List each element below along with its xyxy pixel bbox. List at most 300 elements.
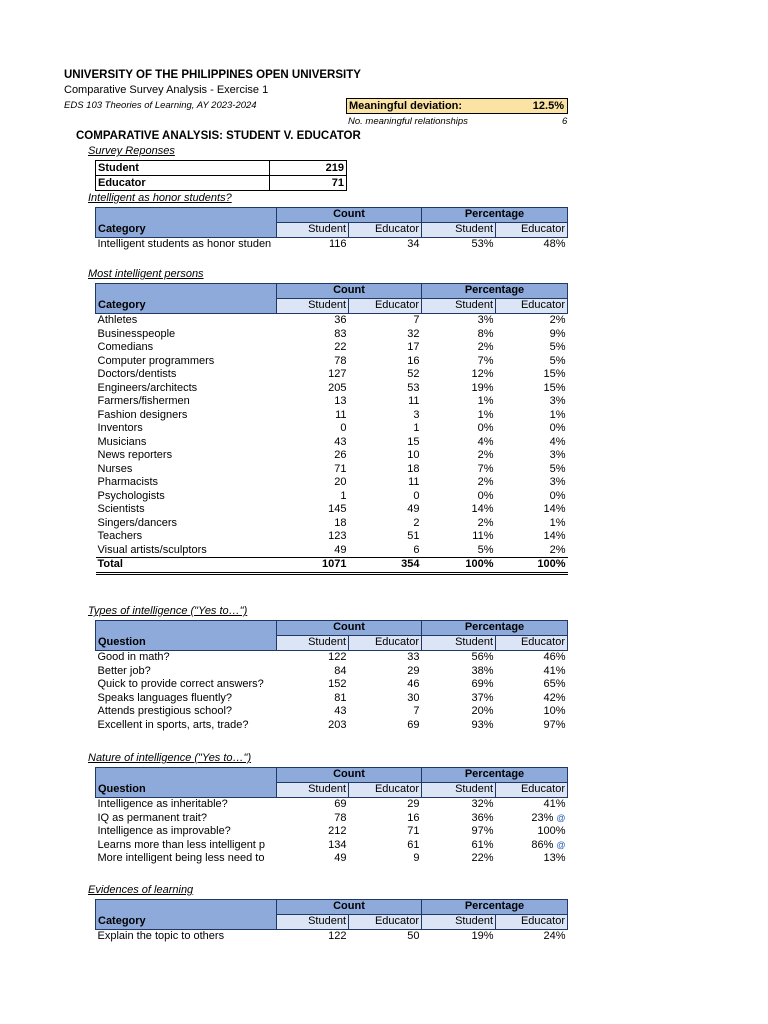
educator-percent-text: 14% <box>543 503 566 515</box>
student-count[interactable] <box>277 651 349 665</box>
student-count-text: 43 <box>334 435 347 448</box>
student-percent[interactable] <box>422 238 496 252</box>
educator-percent[interactable] <box>496 436 568 450</box>
educator-count-text: 6 <box>413 543 420 556</box>
educator-count[interactable] <box>349 692 422 706</box>
student-count[interactable] <box>277 355 349 369</box>
student-count[interactable] <box>277 678 349 692</box>
row-label[interactable]: Educator <box>96 176 270 191</box>
student-count[interactable] <box>277 238 349 252</box>
educator-count[interactable] <box>349 341 422 355</box>
row-label-text: Good in math? <box>97 651 170 663</box>
educator-percent[interactable] <box>496 651 568 665</box>
educator-count[interactable] <box>349 328 422 342</box>
row-label[interactable] <box>96 409 277 423</box>
total-educator-percent[interactable]: 100% <box>496 558 568 574</box>
student-count[interactable] <box>277 798 349 812</box>
student-percent[interactable] <box>422 476 496 490</box>
count-header: Count <box>277 621 422 636</box>
student-count[interactable] <box>277 395 349 409</box>
row-label[interactable] <box>96 368 277 382</box>
row-label-text: Engineers/architects <box>97 381 198 394</box>
educator-percent[interactable] <box>496 490 568 504</box>
educator-percent[interactable] <box>496 544 568 558</box>
educator-count[interactable] <box>349 409 422 423</box>
educator-count[interactable] <box>349 382 422 396</box>
subheader-row <box>96 783 568 798</box>
row-value[interactable]: 71 <box>269 176 346 191</box>
educator-percent[interactable] <box>496 409 568 423</box>
student-percent[interactable] <box>422 719 496 733</box>
first-column-header: Question <box>96 783 277 798</box>
educator-count-text: 7 <box>413 705 420 717</box>
row-label-text: Doctors/dentists <box>97 368 177 380</box>
student-count[interactable] <box>277 705 349 719</box>
row-label[interactable]: Student <box>96 161 270 176</box>
header-blank <box>96 284 277 299</box>
educator-count[interactable] <box>349 355 422 369</box>
educator-count-text: 69 <box>407 718 420 731</box>
student-percent[interactable] <box>422 328 496 342</box>
subheader-row <box>96 223 568 238</box>
student-count[interactable] <box>277 665 349 679</box>
educator-count-header: Educator <box>349 636 422 651</box>
educator-percent[interactable] <box>496 930 568 944</box>
educator-count[interactable] <box>349 678 422 692</box>
student-count-text: 22 <box>334 341 347 353</box>
educator-count[interactable] <box>349 665 422 679</box>
row-label[interactable] <box>96 530 277 544</box>
row-label[interactable] <box>96 544 277 558</box>
student-percent-text: 19% <box>471 930 494 942</box>
survey-responses-table <box>95 160 347 191</box>
educator-count-text: 16 <box>407 354 420 367</box>
educator-percent[interactable] <box>496 314 568 328</box>
educator-percent-text: 9% <box>549 327 566 340</box>
row-label[interactable] <box>96 692 277 706</box>
student-percent[interactable] <box>422 463 496 477</box>
educator-count-text: 7 <box>413 314 420 326</box>
educator-count-text: 61 <box>407 838 420 851</box>
educator-count-text: 9 <box>413 852 420 864</box>
student-percent[interactable] <box>422 395 496 409</box>
subheader-row <box>96 636 568 651</box>
educator-count[interactable] <box>349 825 422 839</box>
student-percent[interactable] <box>422 544 496 558</box>
educator-percent-header: Educator <box>496 299 568 314</box>
row-label-text: Teachers <box>97 530 143 542</box>
student-count-text: 78 <box>334 811 347 824</box>
student-count[interactable] <box>277 825 349 839</box>
educator-count-text: 50 <box>407 930 420 942</box>
row-label[interactable] <box>96 382 277 396</box>
header-row <box>96 208 568 223</box>
student-percent[interactable] <box>422 825 496 839</box>
meaningful-relationships-value: 6 <box>562 116 568 127</box>
row-label[interactable] <box>96 517 277 531</box>
row-label[interactable] <box>96 314 277 328</box>
row-value[interactable]: 219 <box>269 161 346 176</box>
educator-count[interactable] <box>349 798 422 812</box>
row-label[interactable] <box>96 238 277 252</box>
educator-count-text: 29 <box>407 798 420 810</box>
row-label[interactable] <box>96 355 277 369</box>
row-label-text: Attends prestigious school? <box>97 705 233 717</box>
educator-percent[interactable] <box>496 678 568 692</box>
educator-count[interactable] <box>349 839 422 853</box>
row-label-text: Computer programmers <box>97 354 215 367</box>
student-percent-header: Student <box>422 223 496 238</box>
educator-count[interactable] <box>349 238 422 252</box>
educator-percent-text: 3% <box>549 395 566 407</box>
educator-count-text: 11 <box>408 395 420 407</box>
educator-count[interactable] <box>349 368 422 382</box>
student-percent[interactable] <box>422 517 496 531</box>
student-count-header: Student <box>277 783 349 798</box>
student-count[interactable] <box>277 314 349 328</box>
count-header: Count <box>277 284 422 299</box>
educator-count[interactable] <box>349 422 422 436</box>
data-table <box>95 283 568 575</box>
educator-percent-text: 5% <box>549 354 566 367</box>
educator-count[interactable] <box>349 314 422 328</box>
meaningful-deviation-box[interactable] <box>346 98 568 114</box>
student-percent[interactable] <box>422 530 496 544</box>
course-label: EDS 103 Theories of Learning, AY 2023-2024 <box>64 100 257 111</box>
educator-percent-header: Educator <box>496 915 568 930</box>
first-column-header: Category <box>96 915 277 930</box>
row-label[interactable] <box>96 490 277 504</box>
educator-percent[interactable] <box>496 395 568 409</box>
row-label[interactable] <box>96 651 277 665</box>
student-count[interactable] <box>277 436 349 450</box>
student-percent-text: 2% <box>477 476 494 488</box>
student-count[interactable] <box>277 409 349 423</box>
student-count[interactable] <box>277 517 349 531</box>
educator-percent[interactable] <box>496 812 568 826</box>
student-count[interactable] <box>277 852 349 866</box>
student-percent-text: 8% <box>477 327 494 340</box>
student-count[interactable] <box>277 368 349 382</box>
educator-percent-text: 10% <box>543 705 566 717</box>
educator-percent[interactable] <box>496 705 568 719</box>
educator-percent[interactable] <box>496 368 568 382</box>
student-count[interactable] <box>277 341 349 355</box>
table-row <box>96 422 568 436</box>
student-count-text: 36 <box>334 314 347 326</box>
row-label[interactable] <box>96 436 277 450</box>
student-count[interactable] <box>277 930 349 944</box>
student-count-text: 83 <box>334 327 347 340</box>
student-count-text: 13 <box>334 395 347 407</box>
table-row <box>96 930 568 944</box>
student-percent[interactable] <box>422 368 496 382</box>
row-label[interactable] <box>96 449 277 463</box>
educator-percent-text: 24% <box>543 930 566 942</box>
row-label[interactable] <box>96 422 277 436</box>
row-label[interactable] <box>96 812 277 826</box>
student-percent-text: 1% <box>477 408 494 421</box>
student-percent[interactable] <box>422 852 496 866</box>
student-percent[interactable] <box>422 341 496 355</box>
student-percent-text: 5% <box>477 543 494 556</box>
educator-percent[interactable] <box>496 341 568 355</box>
header-row <box>96 768 568 783</box>
row-label[interactable] <box>96 930 277 944</box>
educator-count-text: 17 <box>407 341 420 353</box>
educator-count[interactable] <box>349 476 422 490</box>
row-label[interactable] <box>96 678 277 692</box>
educator-percent-text: 42% <box>543 691 566 704</box>
row-label[interactable] <box>96 852 277 866</box>
student-percent-text: 53% <box>471 238 494 250</box>
educator-count-header: Educator <box>349 915 422 930</box>
row-label[interactable] <box>96 328 277 342</box>
student-percent[interactable] <box>422 382 496 396</box>
table-row <box>96 665 568 679</box>
educator-percent[interactable] <box>496 355 568 369</box>
educator-count-text: 32 <box>407 327 420 340</box>
comment-indicator-icon[interactable]: @ <box>556 839 566 850</box>
educator-count[interactable] <box>349 705 422 719</box>
student-count-text: 43 <box>334 705 347 717</box>
row-label[interactable] <box>96 798 277 812</box>
educator-percent[interactable] <box>496 530 568 544</box>
educator-percent[interactable] <box>496 328 568 342</box>
student-percent[interactable] <box>422 812 496 826</box>
row-label-text: Quick to provide correct answers? <box>97 678 264 690</box>
educator-count-text: 33 <box>407 651 420 663</box>
student-percent[interactable] <box>422 409 496 423</box>
educator-count[interactable] <box>349 530 422 544</box>
educator-percent[interactable] <box>496 517 568 531</box>
educator-count[interactable] <box>349 503 422 517</box>
row-label[interactable] <box>96 665 277 679</box>
table-row <box>96 812 568 826</box>
student-percent-text: 22% <box>471 852 494 864</box>
row-label[interactable] <box>96 476 277 490</box>
student-count-header: Student <box>277 223 349 238</box>
educator-count-text: 51 <box>407 530 420 542</box>
table-row <box>96 651 568 665</box>
educator-count[interactable] <box>349 395 422 409</box>
student-percent[interactable] <box>422 798 496 812</box>
educator-percent-text: 86% <box>531 838 554 851</box>
row-label-text: Speaks languages fluently? <box>97 691 233 704</box>
student-percent[interactable] <box>422 651 496 665</box>
student-count[interactable] <box>277 490 349 504</box>
student-percent[interactable] <box>422 692 496 706</box>
educator-percent-text: 5% <box>549 341 566 353</box>
student-percent-text: 61% <box>471 838 494 851</box>
count-header: Count <box>277 900 422 915</box>
student-percent[interactable] <box>422 930 496 944</box>
student-percent[interactable] <box>422 314 496 328</box>
student-percent[interactable] <box>422 705 496 719</box>
comment-indicator-icon[interactable]: @ <box>556 812 566 823</box>
student-percent[interactable] <box>422 665 496 679</box>
percentage-header: Percentage <box>422 900 568 915</box>
row-label-text: Better job? <box>97 664 151 677</box>
table-row <box>96 355 568 369</box>
first-column-header: Question <box>96 636 277 651</box>
student-percent-text: 37% <box>471 691 494 704</box>
educator-percent-text: 3% <box>549 476 566 488</box>
row-label-text: IQ as permanent trait? <box>97 811 207 824</box>
student-count[interactable] <box>277 719 349 733</box>
educator-percent[interactable] <box>496 382 568 396</box>
student-percent-text: 32% <box>471 798 494 810</box>
educator-percent[interactable] <box>496 476 568 490</box>
student-count-text: 0 <box>340 422 347 434</box>
student-percent[interactable] <box>422 436 496 450</box>
student-percent-text: 93% <box>471 718 494 731</box>
student-percent-text: 2% <box>477 449 494 461</box>
educator-percent[interactable] <box>496 798 568 812</box>
table-row <box>96 705 568 719</box>
total-educator-count[interactable]: 354 <box>349 558 422 574</box>
row-label[interactable] <box>96 705 277 719</box>
student-percent[interactable] <box>422 355 496 369</box>
meaningful-relationships-label: No. meaningful relationships <box>348 116 468 127</box>
educator-percent[interactable] <box>496 422 568 436</box>
exercise-subtitle: Comparative Survey Analysis - Exercise 1 <box>64 84 269 96</box>
educator-percent-text: 1% <box>549 408 566 421</box>
student-count[interactable] <box>277 530 349 544</box>
educator-percent[interactable] <box>496 665 568 679</box>
percentage-header: Percentage <box>422 768 568 783</box>
row-label[interactable] <box>96 503 277 517</box>
row-label[interactable] <box>96 395 277 409</box>
educator-percent-header: Educator <box>496 223 568 238</box>
student-count[interactable] <box>277 328 349 342</box>
row-label[interactable] <box>96 839 277 853</box>
table-row <box>96 176 347 191</box>
educator-count[interactable] <box>349 517 422 531</box>
educator-count[interactable] <box>349 463 422 477</box>
educator-count[interactable] <box>349 490 422 504</box>
educator-count[interactable] <box>349 812 422 826</box>
row-label-text: Excellent in sports, arts, trade? <box>97 718 249 731</box>
student-count[interactable] <box>277 692 349 706</box>
total-row-label[interactable]: Total <box>96 558 277 574</box>
educator-percent-text: 2% <box>549 543 566 556</box>
educator-count[interactable] <box>349 852 422 866</box>
table-row <box>96 517 568 531</box>
row-label[interactable] <box>96 825 277 839</box>
student-count[interactable] <box>277 449 349 463</box>
student-percent[interactable] <box>422 422 496 436</box>
student-percent-text: 1% <box>477 395 494 407</box>
educator-percent-text: 4% <box>549 435 566 448</box>
educator-count-text: 71 <box>407 825 420 837</box>
table-row <box>96 678 568 692</box>
student-count-text: 11 <box>335 408 347 421</box>
student-percent[interactable] <box>422 490 496 504</box>
row-label[interactable] <box>96 341 277 355</box>
table-row <box>96 692 568 706</box>
table-row <box>96 161 347 176</box>
student-count[interactable] <box>277 382 349 396</box>
student-count-header: Student <box>277 915 349 930</box>
educator-percent-text: 14% <box>543 530 566 542</box>
educator-percent[interactable] <box>496 852 568 866</box>
row-label-text: Scientists <box>97 503 145 515</box>
percentage-header: Percentage <box>422 621 568 636</box>
educator-percent[interactable] <box>496 238 568 252</box>
educator-count[interactable] <box>349 651 422 665</box>
row-label-text: Pharmacists <box>97 476 159 488</box>
first-column-header: Category <box>96 223 277 238</box>
student-percent-text: 0% <box>477 422 494 434</box>
student-count[interactable] <box>277 476 349 490</box>
educator-percent[interactable] <box>496 839 568 853</box>
total-student-count[interactable]: 1071 <box>277 558 349 574</box>
educator-count-text: 52 <box>407 368 420 380</box>
count-header: Count <box>277 768 422 783</box>
educator-percent-text: 13% <box>543 852 566 864</box>
student-count[interactable] <box>277 503 349 517</box>
student-count[interactable] <box>277 422 349 436</box>
educator-count[interactable] <box>349 930 422 944</box>
student-count[interactable] <box>277 463 349 477</box>
educator-count[interactable] <box>349 719 422 733</box>
table-row <box>96 490 568 504</box>
student-count-text: 122 <box>328 930 347 942</box>
row-label[interactable] <box>96 719 277 733</box>
educator-percent[interactable] <box>496 503 568 517</box>
educator-count[interactable] <box>349 544 422 558</box>
first-column-header: Category <box>96 299 277 314</box>
educator-percent[interactable] <box>496 463 568 477</box>
educator-percent[interactable] <box>496 719 568 733</box>
student-count[interactable] <box>277 839 349 853</box>
educator-percent[interactable] <box>496 449 568 463</box>
educator-percent[interactable] <box>496 825 568 839</box>
meaningful-deviation-label: Meaningful deviation: <box>349 100 463 112</box>
subheader-row <box>96 299 568 314</box>
header-blank <box>96 621 277 636</box>
student-percent-text: 56% <box>471 651 494 663</box>
table-row <box>96 839 568 853</box>
row-label-text: Farmers/fishermen <box>97 395 190 407</box>
educator-count-header: Educator <box>349 223 422 238</box>
row-label-text: Intelligent students as honor studen <box>97 238 272 250</box>
total-student-percent[interactable]: 100% <box>422 558 496 574</box>
meaningful-deviation-value[interactable]: 12.5% <box>532 100 564 112</box>
student-count-text: 71 <box>334 462 347 475</box>
row-label-text: Comedians <box>97 341 154 353</box>
total-row <box>96 558 568 574</box>
educator-count[interactable] <box>349 449 422 463</box>
student-percent[interactable] <box>422 503 496 517</box>
table-title: Evidences of learning <box>88 884 194 896</box>
student-count[interactable] <box>277 544 349 558</box>
educator-percent[interactable] <box>496 692 568 706</box>
educator-percent-text: 0% <box>549 489 566 502</box>
row-label[interactable] <box>96 463 277 477</box>
student-percent[interactable] <box>422 839 496 853</box>
student-percent-header: Student <box>422 636 496 651</box>
educator-count-text: 15 <box>407 435 420 448</box>
educator-count[interactable] <box>349 436 422 450</box>
educator-percent-text: 2% <box>549 314 566 326</box>
student-percent[interactable] <box>422 449 496 463</box>
student-percent-header: Student <box>422 783 496 798</box>
student-count[interactable] <box>277 812 349 826</box>
student-percent[interactable] <box>422 678 496 692</box>
student-percent-text: 20% <box>471 705 494 717</box>
